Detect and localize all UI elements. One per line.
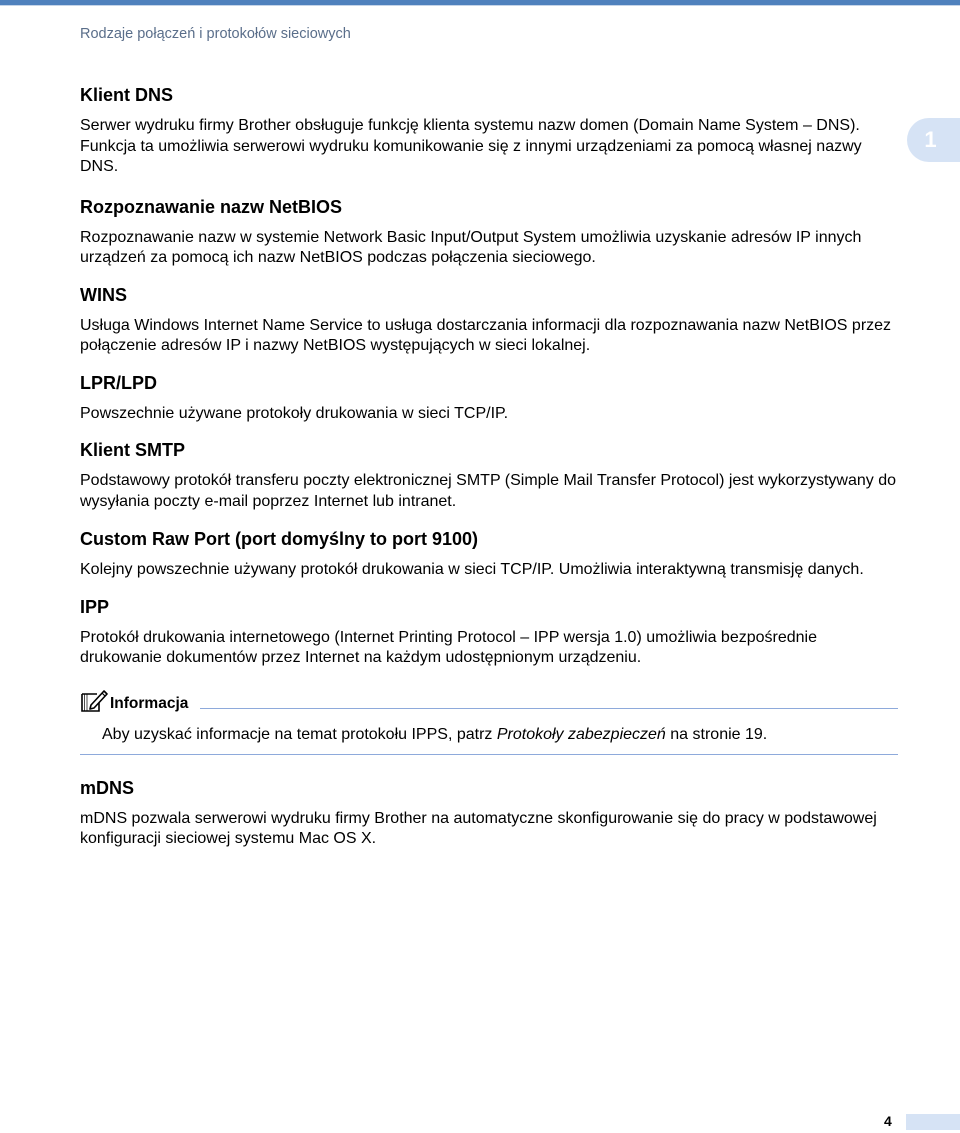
section-ipp	[80, 596, 900, 669]
note-text-after: na stronie 19.	[665, 725, 768, 743]
section-body: Serwer wydruku firmy Brother obsługuje funkcję klienta systemu nazw domen (Domain Name System – DNS). Funkcja ta umożliwia serwerowi wydruku komunikowanie się z innymi urządzeniami za pomocą własnej nazwy DNS.	[80, 117, 862, 175]
page-number: 4	[884, 1113, 892, 1129]
section-mdns	[80, 777, 900, 850]
note-header	[80, 687, 898, 713]
section-body: Rozpoznawanie nazw w systemie Network Basic Input/Output System umożliwia uzyskanie adresów IP innych urządzeń za pomocą ich nazw NetBIOS podczas połączenia sieciowego.	[80, 228, 862, 266]
section-body: mDNS pozwala serwerowi wydruku firmy Brother na automatyczne skonfigurowanie się do pracy w podstawowej konfiguracji sieciowej systemu Mac OS X.	[80, 809, 877, 847]
section-body: Usługa Windows Internet Name Service to usługa dostarczania informacji dla rozpoznawania nazw NetBIOS przez połączenie adresów IP i nazwy NetBIOS występujących w sieci lokalnej.	[80, 316, 892, 354]
section-title: Klient SMTP	[80, 440, 186, 460]
page-tab	[906, 1114, 960, 1130]
section-title: Klient DNS	[80, 85, 174, 105]
page-content	[80, 84, 900, 850]
chapter-number: 1	[924, 127, 937, 152]
section-body: Podstawowy protokół transferu poczty elektronicznej SMTP (Simple Mail Transfer Protocol) jest wykorzystywany do wysyłania poczty e-mail poprzez Internet lub intranet.	[80, 472, 897, 510]
note-box	[80, 687, 898, 755]
section-dns	[80, 84, 900, 178]
chapter-tab	[907, 118, 960, 162]
section-body: Kolejny powszechnie używany protokół drukowania w sieci TCP/IP. Umożliwia interaktywną transmisję danych.	[80, 561, 864, 578]
section-title: LPR/LPD	[80, 372, 158, 393]
section-title: Custom Raw Port (port domyślny to port 9100)	[80, 529, 479, 549]
section-smtp	[80, 439, 900, 512]
section-body: Protokół drukowania internetowego (Internet Printing Protocol – IPP wersja 1.0) umożliwia bezpośrednie drukowanie dokumentów przez Internet na każdym udostępnionym urządzeniu.	[80, 628, 817, 666]
section-lpr-lpd	[80, 372, 900, 425]
note-title: Informacja	[110, 694, 189, 712]
section-title: mDNS	[80, 777, 135, 798]
section-wins	[80, 284, 900, 357]
note-link[interactable]: Protokoły zabezpieczeń	[496, 725, 666, 743]
section-body: Powszechnie używane protokoły drukowania w sieci TCP/IP.	[80, 404, 509, 422]
note-pencil-icon	[80, 687, 108, 713]
note-text-before: Aby uzyskać informacje na temat protokołu IPPS, patrz	[102, 725, 497, 743]
note-text	[102, 725, 898, 745]
section-title: IPP	[80, 596, 110, 617]
section-title: Rozpoznawanie nazw NetBIOS	[80, 196, 343, 217]
note-bottom-rule	[80, 754, 898, 755]
section-custom-raw-port	[80, 528, 900, 581]
note-header-rule	[200, 708, 898, 709]
section-title: WINS	[80, 284, 127, 305]
running-header: Rodzaje połączeń i protokołów sieciowych	[80, 26, 351, 42]
top-rule-thin	[0, 5, 960, 6]
section-netbios	[80, 196, 900, 269]
